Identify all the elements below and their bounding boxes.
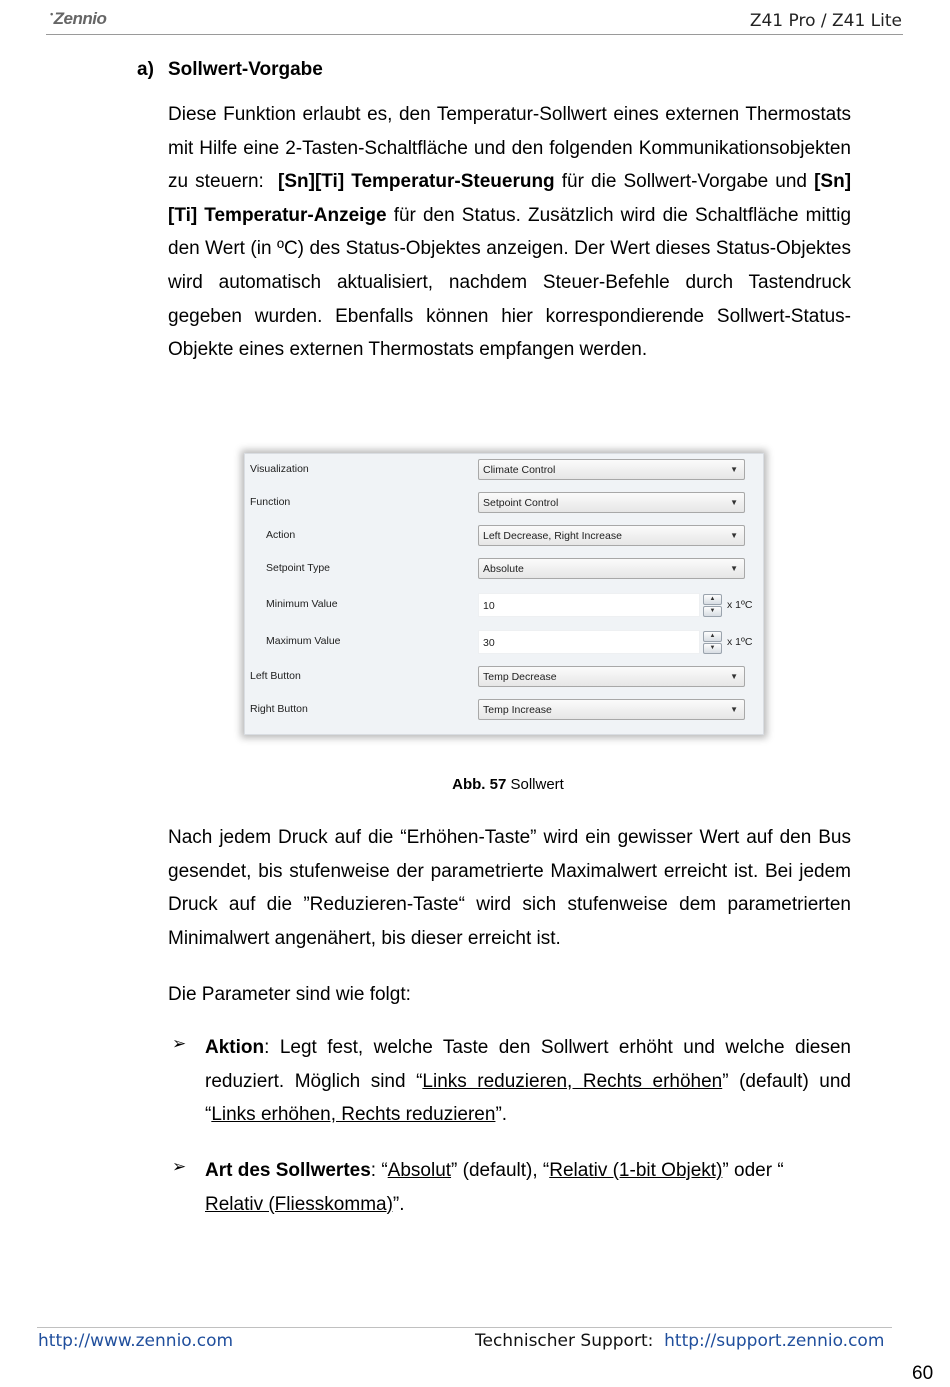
header-title: Z41 Pro / Z41 Lite (749, 11, 902, 31)
dropdown-arrow-icon: ▼ (730, 531, 738, 540)
intro-text-1: Diese Funktion erlaubt es, den Temperatur-Sollwert eines externen Thermostats mit Hilfe eine 2-Tasten-Schaltfläche und den folgenden Kommunikationsobjekten zu steuern: (168, 104, 851, 193)
param-label: Left Button (250, 670, 301, 682)
param-label: Maximum Value (266, 635, 341, 647)
bullet-text: ” (default) und “ (205, 1070, 851, 1126)
spin-down-icon[interactable]: ▼ (703, 606, 722, 617)
visualization-dropdown[interactable] (478, 459, 745, 480)
intro-text-2: für die Sollwert-Vorgabe und (561, 171, 807, 193)
parameter-screenshot (244, 453, 764, 735)
logo-dot-icon: • (50, 9, 53, 19)
dropdown-arrow-icon: ▼ (730, 705, 738, 714)
param-label: Setpoint Type (266, 562, 331, 574)
param-row-function (245, 491, 763, 515)
param-row-right-button (245, 698, 763, 722)
unit-label: x 1ºC (727, 636, 753, 648)
footer-support (475, 1331, 884, 1351)
bullet-arrow-icon: ➢ (172, 1034, 187, 1053)
bullet-text: ” oder “ (722, 1160, 784, 1181)
parameters-intro: Die Parameter sind wie folgt: (168, 984, 411, 1005)
behavior-paragraph: Nach jedem Druck auf die “Erhöhen-Taste” wird ein gewisser Wert auf den Bus gesendet, bis stufenweise der parametrierte Maximalwert erreicht ist. Bei jedem Druck auf die ”Reduzieren-Taste“ wird sich stufenweise dem parametrierten Minimalwert angenähert, bis dieser erreicht ist. (168, 827, 851, 949)
dropdown-arrow-icon: ▼ (730, 564, 738, 573)
figure-caption (0, 776, 950, 793)
bullet-text: ”. (495, 1104, 508, 1126)
dropdown-arrow-icon: ▼ (730, 465, 738, 474)
option-value: Relativ (1-bit Objekt) (549, 1160, 723, 1181)
param-label: Minimum Value (266, 598, 338, 610)
page-number: 60 (912, 1363, 934, 1384)
intro-paragraph (168, 98, 851, 367)
option-value: Links reduzieren, Rechts erhöhen (422, 1070, 723, 1092)
spin-up-icon[interactable]: ▲ (703, 594, 722, 605)
spin-up-icon[interactable]: ▲ (703, 631, 722, 642)
bullet-aktion (205, 1031, 851, 1132)
bullet-arrow-icon: ➢ (172, 1157, 187, 1176)
bullet-term: Aktion (205, 1037, 265, 1058)
right-button-dropdown[interactable] (478, 699, 745, 720)
caption-text: Sollwert (510, 776, 564, 793)
bullet-text: ”. (392, 1193, 405, 1215)
section-heading (137, 59, 323, 81)
object-name-control: [Sn][Ti] Temperatur-Steuerung (278, 171, 555, 193)
param-label: Function (250, 496, 291, 508)
maximum-value-input[interactable]: 30 (478, 630, 700, 654)
logo-text: Zennio (53, 9, 107, 28)
caption-number: Abb. 57 (452, 776, 507, 793)
param-row-setpoint-type (245, 557, 763, 581)
dropdown-arrow-icon: ▼ (730, 498, 738, 507)
section-letter: a) (137, 59, 154, 80)
param-label: Action (266, 529, 296, 541)
dropdown-value: Absolute (483, 563, 524, 575)
dropdown-value: Setpoint Control (483, 497, 559, 509)
unit-label: x 1ºC (727, 599, 753, 611)
header-divider (46, 34, 903, 35)
intro-text-3: für den Status. Zusätzlich wird die Schaltfläche mittig den Wert (in ºC) des Status-Objektes anzeigen. Der Wert dieses Status-Objektes wird automatisch aktualisiert, nachdem Steuer-Befehle durch Tastendruck gegeben wurden. Ebenfalls können hier korrespondierende Sollwert-Status-Objekte eines externen Thermostats empfangen werden. (168, 204, 852, 361)
left-button-dropdown[interactable] (478, 666, 745, 687)
param-row-action (245, 524, 763, 548)
footer-website-link[interactable]: http://www.zennio.com (38, 1331, 234, 1351)
option-value: Links erhöhen, Rechts reduzieren (211, 1104, 496, 1126)
section-title: Sollwert-Vorgabe (168, 59, 323, 80)
bullet-term: Art des Sollwertes (205, 1160, 371, 1181)
param-label: Visualization (250, 463, 309, 475)
option-value: Absolut (387, 1160, 452, 1181)
zennio-logo (50, 9, 106, 29)
bullet-text: ” (default), “ (451, 1160, 550, 1181)
dropdown-value: Temp Decrease (483, 671, 557, 683)
param-row-maximum-value (245, 630, 763, 654)
minimum-value-stepper (703, 594, 722, 616)
maximum-value-stepper (703, 631, 722, 653)
object-name-status: [Sn][Ti] Temperatur-Anzeige (168, 171, 852, 226)
param-row-left-button (245, 665, 763, 689)
function-dropdown[interactable] (478, 492, 745, 513)
minimum-value-input[interactable]: 10 (478, 593, 700, 617)
option-value: Relativ (Fliesskomma) (205, 1193, 393, 1215)
support-link[interactable]: http://support.zennio.com (664, 1331, 885, 1351)
dropdown-value: Temp Increase (483, 704, 552, 716)
support-label: Technischer Support: (475, 1331, 654, 1351)
param-label: Right Button (250, 703, 308, 715)
setpoint-type-dropdown[interactable] (478, 558, 745, 579)
bullet-text: : “ (370, 1160, 388, 1181)
param-row-minimum-value (245, 593, 763, 617)
bullet-art-des-sollwertes (205, 1154, 851, 1221)
dropdown-value: Climate Control (483, 464, 556, 476)
dropdown-arrow-icon: ▼ (730, 672, 738, 681)
footer-divider (37, 1327, 892, 1328)
param-row-visualization (245, 458, 763, 482)
dropdown-value: Left Decrease, Right Increase (483, 530, 622, 542)
action-dropdown[interactable] (478, 525, 745, 546)
bullet-text: : Legt fest, welche Taste den Sollwert erhöht und welche diesen reduziert. Möglich sind “ (205, 1037, 851, 1092)
spin-down-icon[interactable]: ▼ (703, 643, 722, 654)
